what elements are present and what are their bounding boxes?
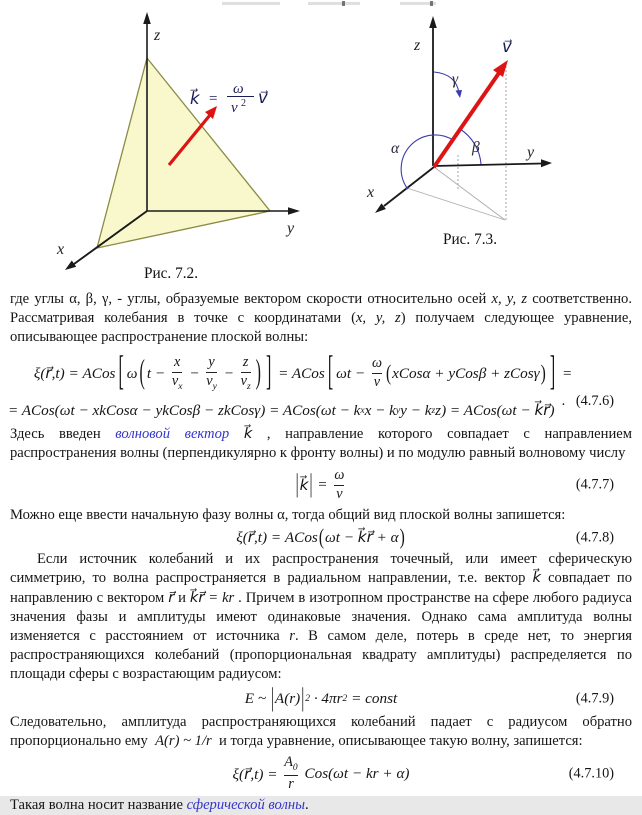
math-token: · 4πr <box>310 689 343 707</box>
text-run: . <box>304 797 309 814</box>
y-axis-label: y <box>527 144 535 161</box>
y-axis-arrow-icon <box>541 159 552 167</box>
math-token: x − k <box>364 401 396 419</box>
equation-number: (4.7.8) <box>575 529 614 546</box>
text-run: совпадает по направлению с вектором <box>10 570 636 606</box>
math-run: k⃗ <box>229 425 253 442</box>
denominator <box>206 374 217 392</box>
alpha-angle-label: α <box>391 140 400 157</box>
abs-bar: | <box>295 469 299 500</box>
denominator <box>241 374 251 392</box>
equation-4-7-8 <box>0 525 642 550</box>
gamma-angle-label: γ <box>452 71 459 88</box>
term-spherical-wave: сферической волны <box>186 797 305 814</box>
text-run: и <box>174 589 190 606</box>
numerator: ω <box>371 355 382 372</box>
math-token: ω <box>126 364 138 382</box>
x-axis <box>384 167 434 206</box>
math-token: = <box>313 476 332 494</box>
text-run: . В самом деле, потерь в среде нет, то энергия распространяющихся колебаний (пропорциональная квадрату амплитуды) распределяется по площади сферы с возрастающим радиусом: <box>10 628 636 683</box>
exponent: 2 <box>305 693 311 704</box>
math-token: ξ(r⃗,t) = ACos <box>236 529 318 547</box>
math-token: − <box>219 364 238 382</box>
text-run: соответственно. Рассматривая колебания в точке с координатами ( <box>10 291 636 327</box>
x-axis-label: x <box>367 184 375 201</box>
alpha-arc-end-dot <box>406 187 409 190</box>
v-denominator: v <box>231 100 238 116</box>
text-run: - углы, образуемые вектором скорости относительно осей <box>112 291 492 307</box>
projection-line <box>407 188 505 220</box>
subscript: y <box>395 405 401 416</box>
den-sub: z <box>246 381 251 392</box>
paragraph-spherical-source <box>10 550 636 684</box>
math-token: ωt − <box>336 364 369 382</box>
greek-run: α <box>277 507 285 524</box>
omega-numerator: ω <box>233 81 244 97</box>
math-token: ξ(r⃗,t) = ACos <box>33 365 116 383</box>
math-run: x, y, z <box>355 310 401 327</box>
fraction-z-vz <box>241 355 251 392</box>
velocity-vector <box>434 73 499 167</box>
den-sub: y <box>212 381 217 392</box>
math-token: = const <box>347 689 398 707</box>
z-axis-arrow-icon <box>429 16 437 28</box>
y-axis-label: y <box>287 220 295 237</box>
text-run: , тогда общий вид плоской волны запишется: <box>284 507 566 524</box>
math-token: ωt − k⃗r⃗ + α <box>325 529 399 547</box>
equation-number: (4.7.9) <box>575 690 614 707</box>
figures-row <box>0 0 642 290</box>
figure-7-2 <box>56 12 300 282</box>
math-run: r⃗ <box>168 589 175 606</box>
right-paren: ) <box>399 524 405 550</box>
x-axis-label: x <box>57 241 65 258</box>
fraction-omega-v <box>372 356 382 391</box>
paragraph-angles-definition <box>10 290 636 348</box>
math-run: k⃗r⃗ = kr <box>189 589 235 606</box>
equation-4-7-9 <box>0 682 642 713</box>
den-sub: x <box>178 381 183 392</box>
math-token: ξ(r⃗,t) = <box>232 765 282 783</box>
x-axis-arrow-icon <box>65 261 76 271</box>
gamma-arc-arrow-icon <box>456 90 463 98</box>
figure-7-3 <box>366 16 552 248</box>
fraction-omega-v <box>334 468 344 503</box>
numerator: y <box>208 353 215 370</box>
equation-number: (4.7.10) <box>568 765 614 782</box>
cut-text-fragment <box>222 2 280 5</box>
cut-text-fragment <box>308 2 360 5</box>
left-bracket: [ <box>327 350 334 395</box>
math-token: = <box>558 364 573 382</box>
right-paren: ) <box>540 360 546 386</box>
text-run: Здесь введен <box>10 425 116 442</box>
right-paren: ) <box>255 354 261 391</box>
right-bracket: ] <box>549 350 556 395</box>
wavefront-plane <box>97 58 270 248</box>
left-paren: ( <box>385 360 392 386</box>
cut-text-fragment <box>342 1 345 6</box>
num-sub: 0 <box>292 763 298 774</box>
equation-4-7-7 <box>0 464 642 506</box>
equation-4-7-7-body <box>0 464 642 506</box>
left-bracket: [ <box>118 350 124 395</box>
figure-7-3-caption: Рис. 7.3. <box>442 231 498 248</box>
abs-bar: | <box>270 682 274 713</box>
abs-bar: | <box>301 682 305 713</box>
equation-4-7-10 <box>0 752 642 796</box>
greek-angles-run: α, β, γ, <box>69 291 113 307</box>
math-run: x, y, z <box>491 291 527 307</box>
math-token: = ACos(ωt − xkCosα − ykCosβ − zkCosγ) = ACos(ωt − k <box>8 401 361 419</box>
fraction-y-vy <box>206 355 217 392</box>
num-base: A <box>284 754 293 771</box>
y-axis <box>434 164 542 167</box>
math-token: E ~ <box>244 689 270 707</box>
beta-angle-label: β <box>472 139 480 156</box>
equation-4-7-6 <box>0 351 642 425</box>
term-wave-vector: волновой вектор <box>115 425 230 442</box>
text-run: Если источник колебаний и их распространения точечный, или имеет сферическую симметрию, то волна распространяется в радиальном направлении, т.е. вектор <box>10 551 636 587</box>
left-paren: ( <box>139 354 145 391</box>
exponent: 2 <box>342 693 348 704</box>
math-token: Cos(ωt − kr + α) <box>300 765 410 783</box>
v-vector-label: v⃗ <box>502 37 512 56</box>
z-axis-arrow-icon <box>143 12 151 24</box>
z-axis-label: z <box>414 37 421 54</box>
text-run: . Причем в изотропном пространстве на сфере любого радиуса значения фазы и амплитуды имеют одинаковые значения. Однако сама амплитуда волны изменяется с расстоянием от источника <box>10 589 636 645</box>
numerator: x <box>174 353 181 370</box>
math-token: − <box>185 364 204 382</box>
den-base: v <box>171 372 179 389</box>
denominator: v <box>336 485 343 502</box>
math-token: = ACos <box>274 364 325 382</box>
math-run: r <box>289 628 295 645</box>
equation-4-7-6-line1 <box>0 351 642 397</box>
k-vector-symbol: k⃗ <box>190 89 200 108</box>
z-axis-label: z <box>154 27 161 44</box>
text-run: и тогда уравнение, описывающее такую волну, запишется: <box>211 732 583 749</box>
den-base: v <box>206 372 213 389</box>
figure-7-2-caption: Рис. 7.2. <box>143 265 199 282</box>
den-base: v <box>240 372 247 389</box>
figures-canvas <box>0 0 642 290</box>
cut-text-fragment <box>430 1 433 6</box>
math-token: t − <box>146 364 169 382</box>
text-run: , направление которого совпадает с направлением распространения волны (перпендикулярно к фронту волны) и по модулю равный волновому числу <box>10 425 636 461</box>
squared-exponent: 2 <box>241 98 246 109</box>
math-token: A(r) <box>274 689 301 707</box>
paragraph-amplitude-decay <box>10 713 636 751</box>
denominator: r <box>288 775 294 792</box>
equals-sign: = <box>209 91 218 107</box>
right-bracket: ] <box>266 350 272 395</box>
equation-4-7-10-body <box>0 752 642 796</box>
abs-bar: | <box>309 469 313 500</box>
fraction-x-vx <box>172 355 183 392</box>
subscript: x <box>360 405 365 416</box>
equation-4-7-6-line2 <box>0 398 642 424</box>
fraction-a0-r <box>284 755 297 792</box>
math-run: A(r) ~ 1/r <box>155 732 212 749</box>
math-token: y − k <box>400 401 432 419</box>
text-run: ) получаем следующее уравнение, описывающее распространение плоской волны: <box>10 310 636 346</box>
paragraph-wave-vector <box>10 425 636 463</box>
numerator: ω <box>334 466 345 483</box>
math-token: k⃗ <box>299 476 309 494</box>
y-axis-arrow-icon <box>288 207 300 215</box>
text-run: Следовательно, амплитуда распространяющихся колебаний падает с радиусом обратно пропорционально ему <box>10 713 636 749</box>
math-token: xCosα + yCosβ + zCosγ <box>392 364 540 382</box>
text-run: Можно еще ввести начальную фазу волны <box>10 507 278 524</box>
v-vector-symbol: v⃗ <box>258 88 268 107</box>
left-paren: ( <box>318 524 324 550</box>
subscript: z <box>431 405 436 416</box>
equation-4-7-9-body <box>0 682 642 713</box>
text-run: где углы <box>10 291 70 307</box>
math-token: z) = ACos(ωt − k⃗r⃗) <box>435 402 555 420</box>
denominator <box>172 374 183 392</box>
text-run: Такая волна носит название <box>10 797 187 814</box>
projection-line <box>434 167 505 220</box>
equation-number: . (4.7.6) <box>561 392 614 409</box>
equation-number: (4.7.7) <box>575 476 614 493</box>
numerator <box>284 755 297 773</box>
math-run: k⃗ <box>532 570 541 587</box>
paragraph-spherical-wave-name <box>10 796 632 815</box>
equation-4-7-8-body <box>0 525 642 550</box>
numerator: z <box>242 353 249 370</box>
denominator: v <box>373 374 381 391</box>
paragraph-initial-phase <box>10 506 632 525</box>
alpha-angle-arc <box>401 135 453 188</box>
